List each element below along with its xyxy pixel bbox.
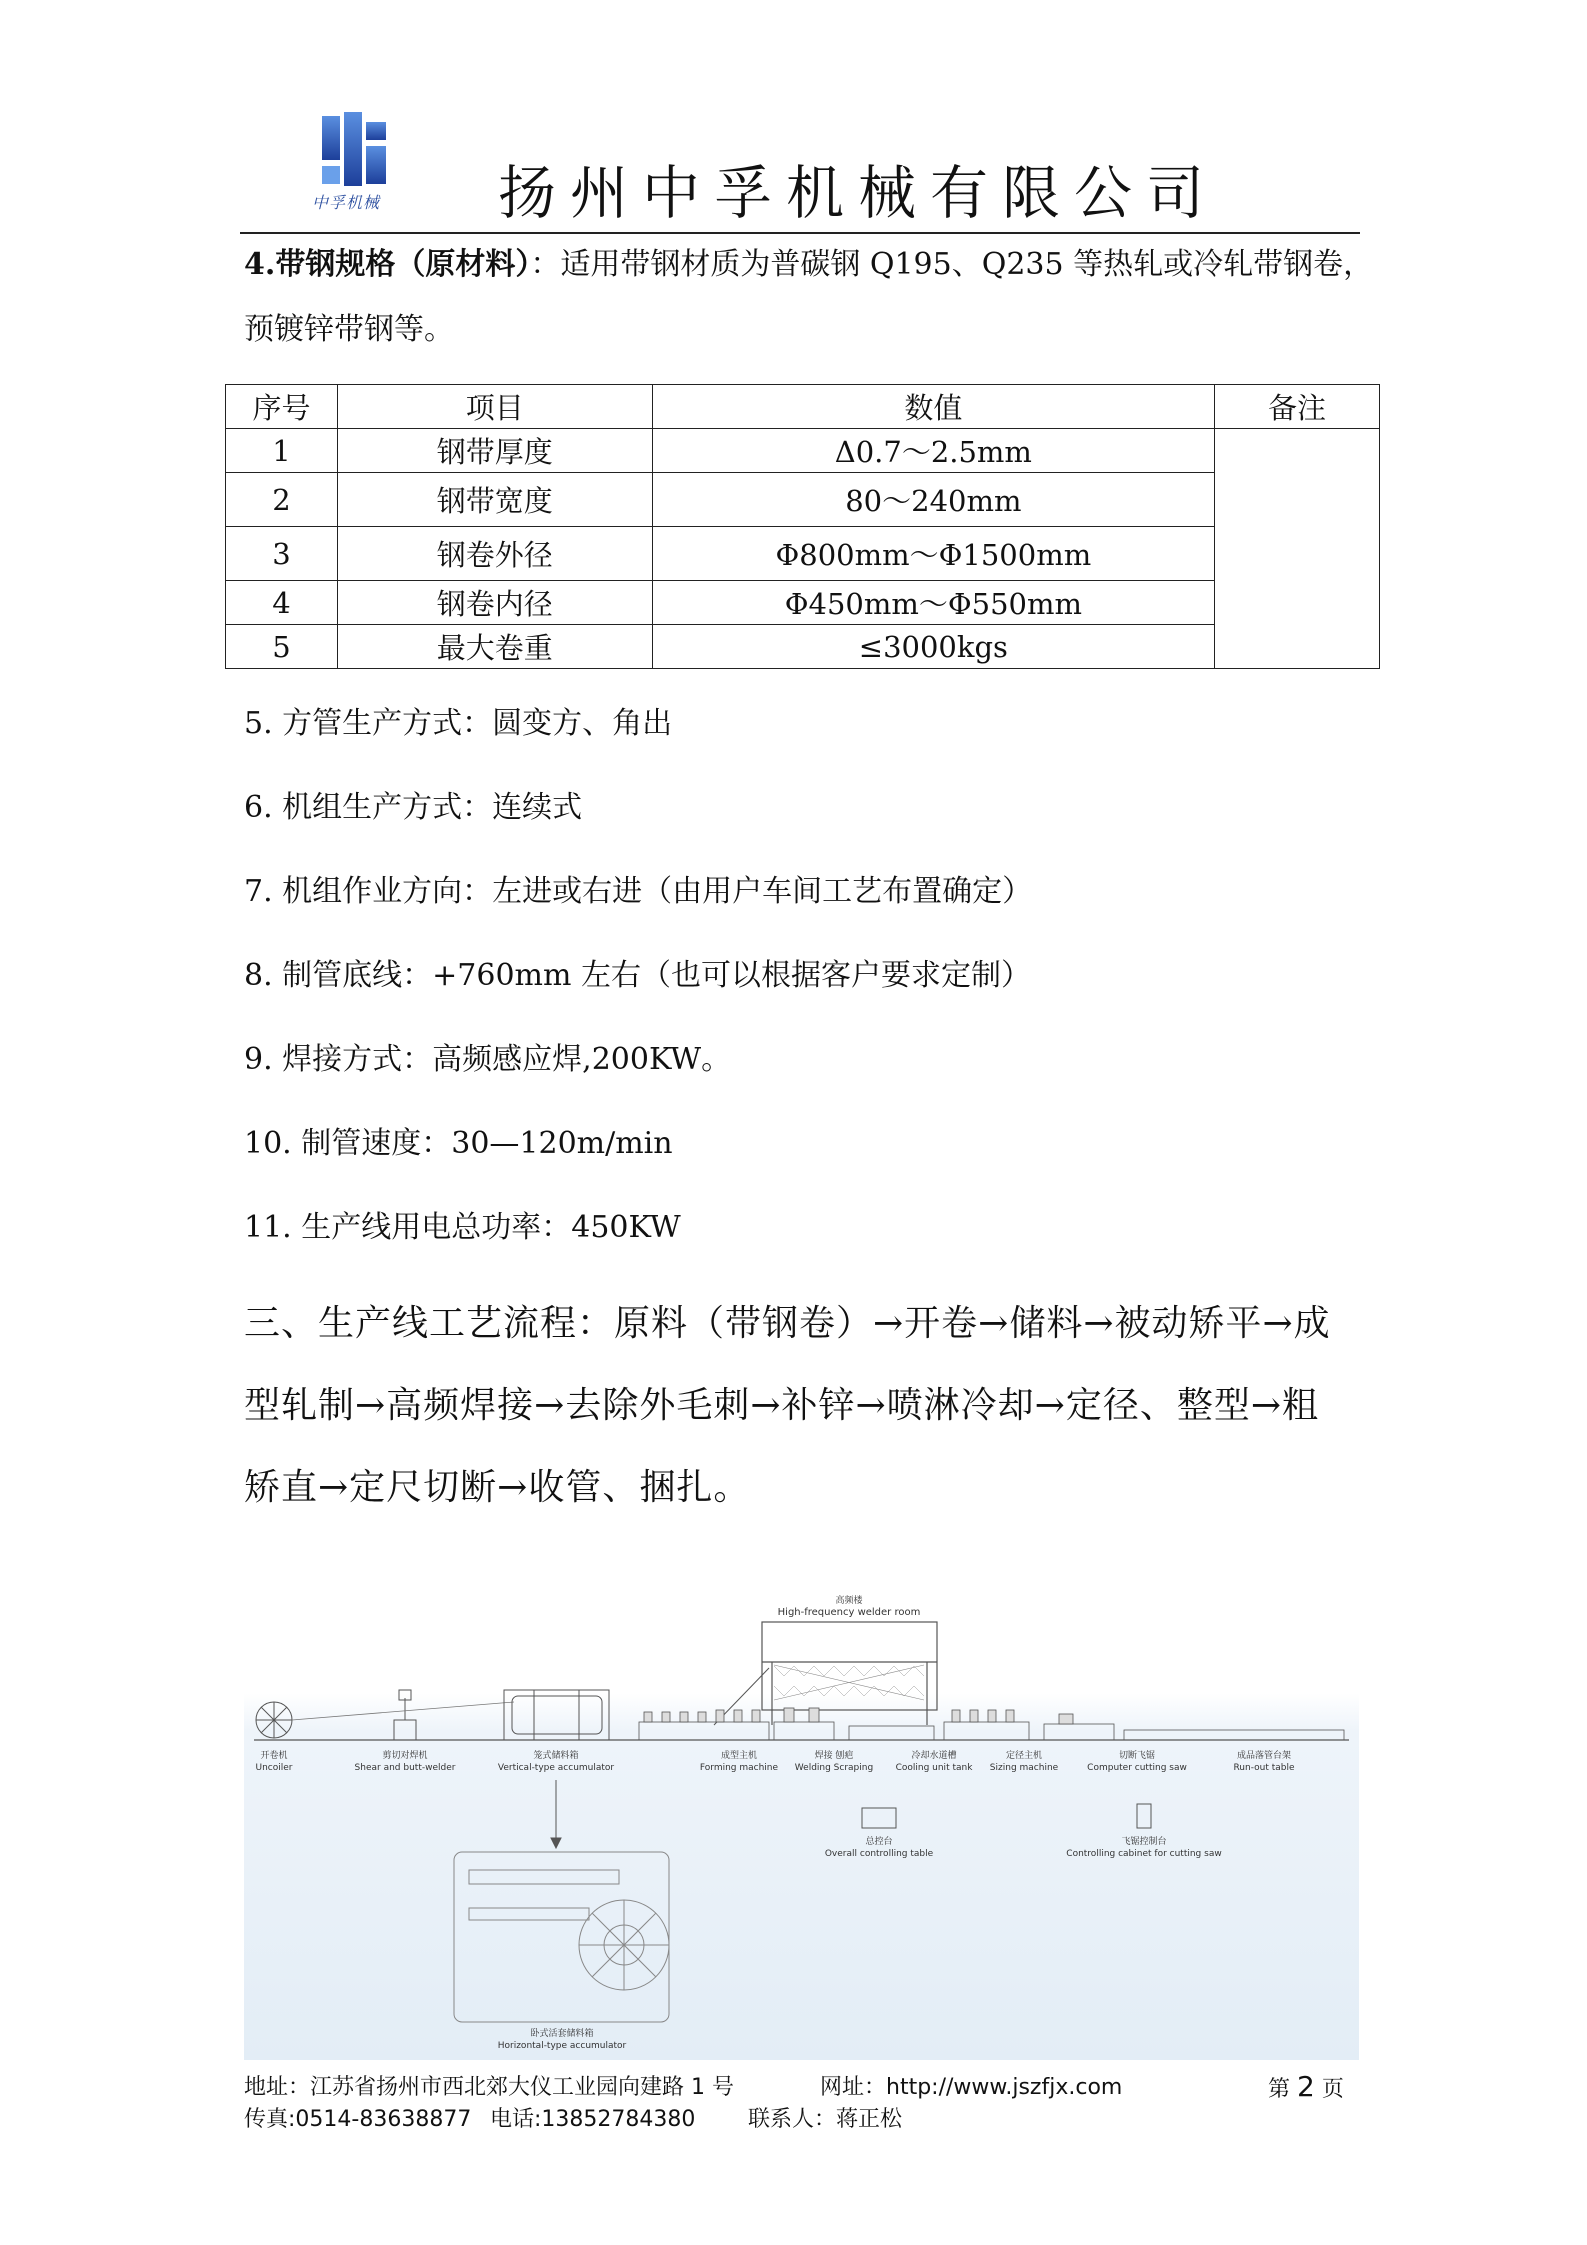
horizontal-accumulator-label-cn: 卧式活套储料箱 (530, 2029, 594, 2039)
footer-fax: 传真:0514-83638877 (244, 2107, 472, 2132)
station-label-cn: 成品落管台架 (1236, 1751, 1292, 1761)
footer-phone: 电话:13852784380 (490, 2107, 696, 2132)
table-header-row (226, 385, 1380, 429)
station-label-en: Sizing machine (989, 1763, 1059, 1773)
table-cell: 2 (226, 473, 338, 527)
table-cell: 最大卷重 (337, 625, 652, 669)
hf-room-label-cn: 高频楼 (835, 1596, 863, 1606)
section-4-text: ：适用带钢材质为普碳钢 Q195、Q235 等热轧或冷轧带钢卷， (530, 247, 1374, 282)
table-cell: 3 (226, 527, 338, 581)
table-cell: Φ450mm～Φ550mm (652, 581, 1215, 625)
company-name: 扬州中孚机械有限公司 (498, 159, 1219, 227)
item-10: 10. 制管速度：30—120m/min (244, 1126, 673, 1161)
section-4-line2: 预镀锌带钢等。 (244, 312, 454, 347)
station-label-cn: 切断飞锯 (1118, 1751, 1156, 1761)
table-row (226, 429, 1380, 473)
station-label-cn: 定径主机 (1005, 1751, 1043, 1761)
table-cell: 1 (226, 429, 338, 473)
logo-icon (318, 112, 390, 194)
station-label-cn: 开卷机 (260, 1751, 288, 1761)
table-header-cell: 项目 (337, 385, 652, 429)
station-label-cn: 成型主机 (720, 1751, 758, 1761)
page-number: 2 (1297, 2070, 1315, 2103)
station-label-cn: 笼式储料箱 (533, 1751, 579, 1761)
station-label-en: Run-out table (1233, 1763, 1295, 1773)
table-row (226, 625, 1380, 669)
footer-website: 网址：http://www.jszfjx.com (820, 2075, 1123, 2100)
table-cell: ≤3000kgs (652, 625, 1215, 669)
table-cell: Δ0.7～2.5mm (652, 429, 1215, 473)
page-prefix: 第 (1268, 2077, 1291, 2102)
footer-address: 地址：江苏省扬州市西北郊大仪工业园向建路 1 号 (244, 2075, 734, 2100)
item-6: 6. 机组生产方式：连续式 (244, 790, 583, 825)
station-label-en: Forming machine (699, 1763, 779, 1773)
station-label-en: Computer cutting saw (1087, 1763, 1187, 1773)
production-line-diagram (244, 1590, 1359, 2060)
spec-table (225, 384, 1380, 669)
table-cell: 钢卷内径 (337, 581, 652, 625)
console-label-en: Overall controlling table (824, 1849, 934, 1859)
table-cell: 钢卷外径 (337, 527, 652, 581)
table-cell: 4 (226, 581, 338, 625)
station-label-cn: 剪切对焊机 (382, 1751, 428, 1761)
section-4-line1 (244, 245, 1373, 285)
footer-contact: 联系人：蒋正松 (748, 2107, 903, 2132)
cabinet-label-en: Controlling cabinet for cutting saw (1066, 1849, 1222, 1859)
section-4-label: 4.带钢规格（原材料） (244, 247, 531, 282)
process-line-1: 三、生产线工艺流程：原料（带钢卷）→开卷→储料→被动矫平→成 (244, 1303, 1331, 1344)
table-row (226, 581, 1380, 625)
table-row (226, 473, 1380, 527)
table-cell: 80～240mm (652, 473, 1215, 527)
hf-room-label-en: High-frequency welder room (777, 1607, 921, 1618)
header-divider (240, 232, 1360, 234)
station-label-en: Uncoiler (255, 1763, 293, 1773)
table-header-cell: 数值 (652, 385, 1215, 429)
table-row (226, 527, 1380, 581)
remarks-cell (1215, 429, 1380, 669)
item-9: 9. 焊接方式：高频感应焊,200KW。 (244, 1042, 732, 1077)
logo-text: 中孚机械 (312, 193, 381, 212)
station-label-en: Welding Scraping (794, 1763, 874, 1773)
table-header-cell: 备注 (1215, 385, 1380, 429)
footer-page-number (1268, 2070, 1344, 2103)
item-5: 5. 方管生产方式：圆变方、角出 (244, 706, 673, 741)
table-cell: Φ800mm～Φ1500mm (652, 527, 1215, 581)
console-label-cn: 总控台 (865, 1837, 893, 1847)
station-label-en: Vertical-type accumulator (497, 1763, 615, 1773)
station-label-cn: 冷却水道槽 (911, 1751, 957, 1761)
process-line-3: 矫直→定尺切断→收管、捆扎。 (244, 1467, 751, 1508)
uncoiler-machine (256, 1702, 292, 1738)
item-8: 8. 制管底线：+760mm 左右（也可以根据客户要求定制） (244, 958, 1031, 993)
process-line-2: 型轧制→高频焊接→去除外毛刺→补锌→喷淋冷却→定径、整型→粗 (244, 1385, 1319, 1426)
table-cell: 钢带宽度 (337, 473, 652, 527)
page-suffix: 页 (1321, 2077, 1344, 2102)
table-cell: 5 (226, 625, 338, 669)
horizontal-accumulator-label-en: Horizontal-type accumulator (497, 2041, 627, 2051)
table-cell: 钢带厚度 (337, 429, 652, 473)
station-label-en: Shear and butt-welder (354, 1763, 456, 1773)
table-header-cell: 序号 (226, 385, 338, 429)
station-label-en: Cooling unit tank (895, 1763, 973, 1773)
item-7: 7. 机组作业方向：左进或右进（由用户车间工艺布置确定） (244, 874, 1033, 909)
cabinet-label-cn: 飞锯控制台 (1121, 1837, 1167, 1847)
item-11: 11. 生产线用电总功率：450KW (244, 1210, 681, 1245)
station-label-cn: 焊接 刨疤 (814, 1751, 854, 1761)
company-logo (318, 112, 390, 194)
